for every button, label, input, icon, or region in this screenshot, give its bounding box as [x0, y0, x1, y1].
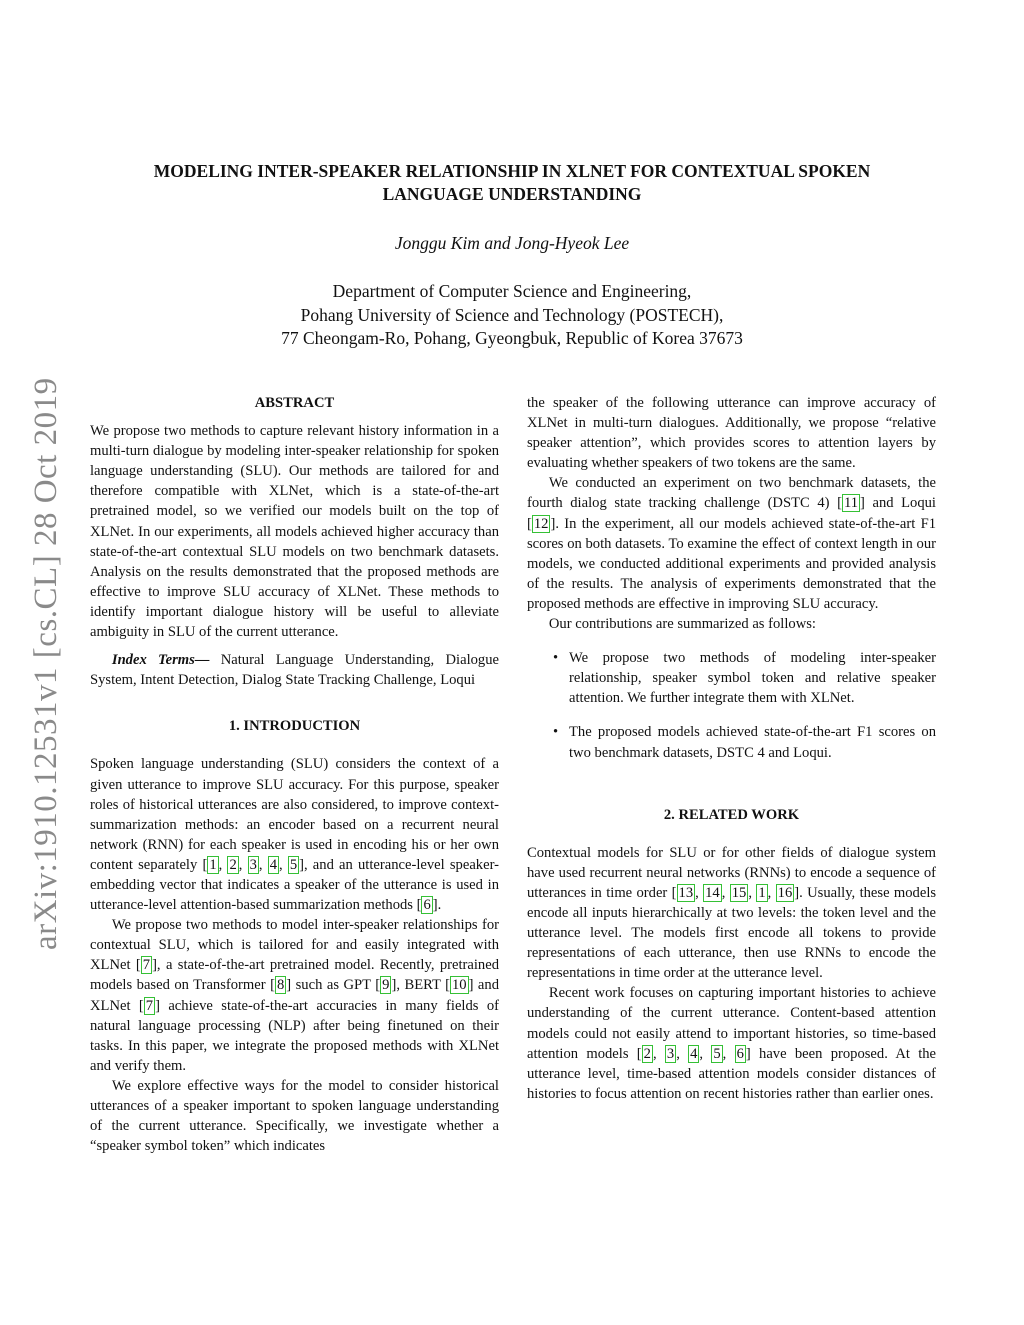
related-paragraph-1: Contextual models for SLU or for other fields of dialogue system have used recurrent neural networks (RNNs) to encode a sequence of utterances in time order [ 13 , 14 , 15 , 1 , 16 ]. Usually, these models encode all inputs hierarchically at two levels: the token level and the utterance level. The models first encode all tokens to provide representations of each utterance, then use RNNs to encode the representations in time order at the utterance level. — [527, 844, 937, 982]
citation-link[interactable]: 6 — [423, 897, 431, 914]
citation-link[interactable]: 7 — [142, 957, 151, 974]
citation-link[interactable]: 3 — [666, 1045, 675, 1062]
citation-link[interactable]: 11 — [843, 495, 859, 512]
citation-link[interactable]: 1 — [758, 884, 766, 901]
title-line-2: LANGUAGE UNDERSTANDING — [382, 184, 642, 204]
list-item: • We propose two methods of modeling inter-speaker relationship, speaker symbol token and relative speaker attention. We further integrate them with XLNet. — [553, 650, 936, 707]
intro-paragraph-6: Our contributions are summarized as follows: — [548, 616, 816, 633]
affiliation-line-1: Department of Computer Science and Engineering, — [332, 281, 692, 301]
arxiv-identifier-text: arXiv:1910.12531v1 [cs.CL] 28 Oct 2019 — [28, 377, 64, 950]
citation-link[interactable]: 5 — [713, 1045, 721, 1062]
citation-link[interactable]: 6 — [736, 1045, 744, 1062]
abstract-text: We propose two methods to capture relevant history information in a multi-turn dialogue by modeling inter-speaker relationship for spoken language understanding (SLU). Our methods are tailored for and therefore compatible with XLNet, which is a state-of-the-art pretrained model, so we verified our models built on the top of XLNet. In our experiments, all models achieved higher accuracy than state-of-the-art contextual SLU models on two benchmark datasets. Analysis on the results demonstrated that the proposed methods are effective to improve SLU accuracy of XLNet. These methods to identify important dialogue history will be useful to alleviate ambiguity in SLU of the current utterance. — [90, 423, 499, 641]
related-work-heading: 2. RELATED WORK — [663, 806, 800, 823]
citation-link[interactable]: 1 — [209, 856, 217, 873]
citation-link[interactable]: 15 — [731, 884, 747, 901]
citation-link[interactable]: 3 — [249, 856, 257, 873]
contributions-list — [527, 648, 936, 762]
citation-link[interactable]: 10 — [451, 977, 467, 994]
intro-paragraph-1: Spoken language understanding (SLU) considers the context of a given utterance to improve SLU accuracy. For this purpose, speaker roles of historical utterances are also considered, to improve context-summarization methods: an encoder based on a recurrent neural network (RNN) for each speaker is used in encoding his or her own content separately [ 1 , 2 , 3 , 4 , 5 ], and an utterance-level speaker-embedding vector that indicates a speaker of the utterance is used in utterance-level attention-based summarization methods [ 6 ]. — [90, 756, 500, 914]
bullet-icon: • — [553, 650, 559, 667]
affiliation-line-2: Pohang University of Science and Technology (POSTECH), — [300, 304, 724, 325]
intro-paragraph-2: We propose two methods to model inter-speaker relationships for contextual SLU, which is tailored for and easily integrated with XLNet [ 7 ], a state-of-the-art pretrained model. Recently, pretrained models based on Transformer [ 8 ] such as GPT [ 9 ], BERT [ 10 ] and XLNet [ 7 ] achieve state-of-the-art accuracies in many fields of natural language processing (NLP) after being finetuned on their tasks. In this paper, we integrate the proposed methods with XLNet and verify them. — [90, 917, 500, 1074]
citation-link[interactable]: 9 — [382, 977, 390, 994]
index-terms-label: Index Terms— — [111, 652, 210, 669]
related-paragraph-2: Recent work focuses on capturing important histories to achieve understanding of the current utterance. Content-based attention models could not easily attend to important histories, so time-based attention models [ 2 , 3 , 4 , 5 , 6 ] have been proposed. At the utterance level, time-based attention models consider distances of histories to focus attention on recent histories rather than earlier ones. — [527, 985, 937, 1102]
abstract-heading: ABSTRACT — [254, 395, 335, 411]
citation-link[interactable]: 7 — [145, 997, 154, 1014]
citation-link[interactable]: 2 — [643, 1045, 651, 1062]
citation-link[interactable]: 12 — [533, 515, 549, 532]
introduction-heading: 1. INTRODUCTION — [228, 718, 361, 735]
index-terms-text: Natural Language Understanding, Dialogue System, Intent Detection, Dialog State Tracking Challenge, Loqui — [90, 652, 499, 689]
list-item: • The proposed models achieved state-of-the-art F1 scores on two benchmark datasets, DSTC 4 and Loqui. — [553, 724, 936, 761]
citation-link[interactable]: 16 — [777, 884, 793, 901]
affiliation — [0, 280, 1024, 351]
citation-link[interactable]: 13 — [678, 884, 694, 901]
citation-link[interactable]: 8 — [276, 977, 285, 994]
arxiv-identifier — [28, 360, 64, 950]
authors: Jonggu Kim and Jong-Hyeok Lee — [394, 233, 630, 253]
citation-link[interactable]: 14 — [705, 884, 720, 901]
citation-link[interactable]: 4 — [690, 1045, 698, 1062]
intro-paragraph-3: We explore effective ways for the model to consider historical utterances of a speaker important to spoken language understanding of the current utterance. Specifically, we investigate whether a “speaker symbol token” which indicates — [90, 1077, 499, 1155]
bullet-icon: • — [553, 724, 559, 741]
citation-link[interactable]: 2 — [229, 856, 237, 873]
left-column — [90, 393, 499, 1156]
title-line-1: MODELING INTER-SPEAKER RELATIONSHIP IN XLNET FOR CONTEXTUAL SPOKEN — [153, 161, 871, 181]
right-column — [527, 393, 936, 1104]
affiliation-line-3: 77 Cheongam-Ro, Pohang, Gyeongbuk, Republic of Korea 37673 — [281, 328, 743, 348]
index-terms — [90, 650, 499, 690]
citation-link[interactable]: 5 — [289, 856, 298, 873]
intro-paragraph-4: the speaker of the following utterance can improve accuracy of XLNet in multi-turn dialogues. Additionally, we propose “relative speaker attention”, which provides scores to attention layers by evaluating whether speakers of two tokens are the same. — [527, 395, 936, 472]
citation-link[interactable]: 4 — [269, 856, 277, 873]
paper-title — [80, 160, 944, 206]
intro-paragraph-5: We conducted an experiment on two benchmark datasets, the fourth dialog state tracking challenge (DSTC 4) [ 11 ] and Loqui [ 12 ]. In the experiment, all our models achieved state-of-the-art F1 scores on both datasets. To examine the effect of context length in our models, we conducted additional experiments and provided analysis of the results. The analysis of experiments demonstrated that the proposed methods are effective in improving SLU accuracy. — [527, 475, 936, 612]
